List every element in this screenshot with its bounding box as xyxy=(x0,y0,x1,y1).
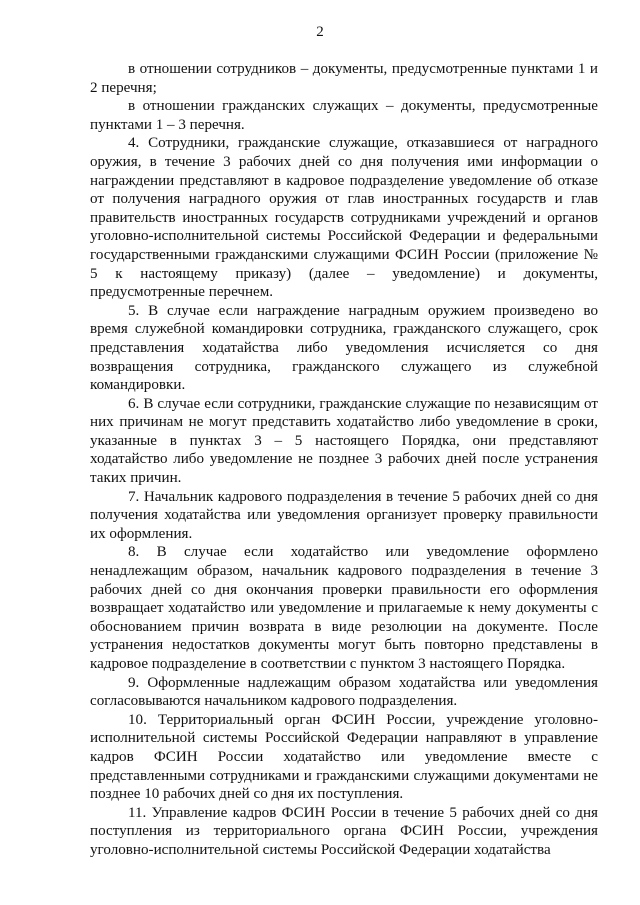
paragraph-employees-docs: в отношении сотрудников – документы, предусмотренные пунктами 1 и 2 перечня; xyxy=(90,61,598,96)
paragraph-item-11: 11. Управление кадров ФСИН России в течение 5 рабочих дней со дня поступления из территориального органа ФСИН России, учреждения уголовно-исполнительной системы Российской Федерации ходатайства xyxy=(90,804,598,858)
paragraph-item-9: 9. Оформленные надлежащим образом ходатайства или уведомления согласовываются начальником кадрового подразделения. xyxy=(90,674,598,710)
paragraph-item-7: 7. Начальник кадрового подразделения в течение 5 рабочих дней со дня получения ходатайства или уведомления организует проверку правильности их оформления. xyxy=(90,488,598,542)
document-body xyxy=(90,60,598,860)
paragraph-item-5: 5. В случае если награждение наградным оружием произведено во время служебной командировки сотрудника, гражданского служащего, срок представления ходатайства либо уведомления исчисляется со дня возвращения сотрудника, гражданского служащего из служебной командировки. xyxy=(90,302,598,394)
paragraph-civil-servants-docs: в отношении гражданских служащих – документы, предусмотренные пунктами 1 – 3 перечня. xyxy=(90,98,598,133)
paragraph-item-8: 8. В случае если ходатайство или уведомление оформлено ненадлежащим образом, начальник кадрового подразделения в течение 3 рабочих дней со дня окончания проверки правильности его оформления возвращает ходатайство или уведомление и прилагаемые к нему документы с обоснованием причин возврата в виде резолюции на документе. После устранения недостатков документы могут быть повторно представлены в кадровое подразделение в соответствии с пунктом 3 настоящего Порядка. xyxy=(90,544,598,672)
paragraph-item-6: 6. В случае если сотрудники, гражданские служащие по независящим от них причинам не могут представить ходатайство либо уведомление в сроки, указанные в пунктах 3 – 5 настоящего Порядка, они представляют ходатайство либо уведомление не позднее 3 рабочих дней после устранения таких причин. xyxy=(90,395,598,487)
paragraph-item-10: 10. Территориальный орган ФСИН России, учреждение уголовно-исполнительной системы Российской Федерации направляют в управление кадров ФСИН России ходатайство или уведомление вместе с представленными сотрудниками и гражданскими служащими документами не позднее 10 рабочих дней со дня их поступления. xyxy=(90,711,598,803)
paragraph-item-4: 4. Сотрудники, гражданские служащие, отказавшиеся от наградного оружия, в течение 3 рабочих дней со дня получения ими информации о награждении представляют в кадровое подразделение уведомление об отказе от получения наградного оружия от глав иностранных государств и глав правительств иностранных государств сотрудниками учреждений и органов уголовно-исполнительной системы Российской Федерации и федеральными государственными гражданскими служащими ФСИН России (приложение № 5 к настоящему приказу) (далее – уведомление) и документы, предусмотренные перечнем. xyxy=(90,135,598,301)
page-number: 2 xyxy=(316,24,324,40)
